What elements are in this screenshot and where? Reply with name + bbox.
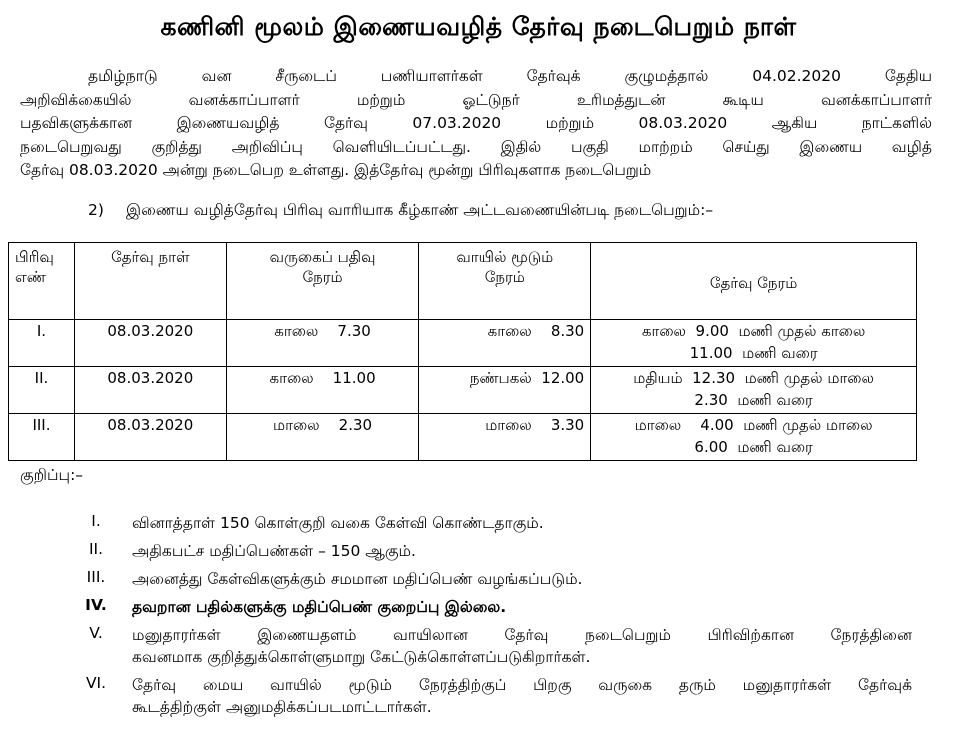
header-section-line2: எண் xyxy=(15,268,46,286)
cell-exam-time xyxy=(591,320,917,367)
item-2-text: இணைய வழித்தேர்வு பிரிவு வாரியாக கீழ்காண் அட்டவணையின்படி நடைபெறும்:– xyxy=(126,201,714,219)
cell-gate-close: நண்பகல் 12.00 xyxy=(419,367,591,414)
header-section xyxy=(9,243,75,320)
cell-arrival: மாலை 2.30 xyxy=(226,414,419,461)
cell-section: II. xyxy=(9,367,75,414)
header-gate-line1: வாயில் மூடும் xyxy=(456,248,554,266)
table-header-row xyxy=(9,243,917,320)
exam-time-line1: மாலை 4.00 மணி முதல் மாலை xyxy=(634,416,873,434)
cell-exam-time xyxy=(591,367,917,414)
cell-gate-close: காலை 8.30 xyxy=(419,320,591,367)
cell-date: 08.03.2020 xyxy=(74,414,226,461)
cell-arrival: காலை 7.30 xyxy=(226,320,419,367)
header-date xyxy=(74,243,226,320)
header-date-text: தேர்வு நாள் xyxy=(111,248,190,266)
header-gate-line2: நேரம் xyxy=(484,268,525,286)
list-item xyxy=(60,674,912,718)
note-number: VI. xyxy=(85,674,107,692)
cell-arrival: காலை 11.00 xyxy=(226,367,419,414)
note-number: V. xyxy=(89,624,103,642)
cell-date: 08.03.2020 xyxy=(74,320,226,367)
note-number: II. xyxy=(88,540,104,558)
header-exam-time xyxy=(591,243,917,320)
note-text: தேர்வு மைய வாயில் மூடும் நேரத்திற்குப் பிறகு வருகை தரும் மனுதாரர்கள் தேர்வுக் xyxy=(132,676,912,694)
list-item xyxy=(60,624,912,668)
note-number: III. xyxy=(86,568,106,586)
header-gate-close xyxy=(419,243,591,320)
notes-heading: குறிப்பு:– xyxy=(20,466,84,484)
intro-line: நடைபெறுவது குறித்து அறிவிப்பு வெளியிடப்பட்டது. இதில் பகுதி மாற்றம் செய்து இணைய வழித் xyxy=(20,137,932,156)
note-number: IV. xyxy=(85,596,107,614)
document-title: கணினி மூலம் இணையவழித் தேர்வு நடைபெறும் நாள் xyxy=(160,12,797,41)
exam-time-line1: மதியம் 12.30 மணி முதல் மாலை xyxy=(633,369,874,387)
cell-section: I. xyxy=(9,320,75,367)
table-row xyxy=(9,320,917,367)
note-text: தவறான பதில்களுக்கு மதிப்பெண் குறைப்பு இல்லை. xyxy=(132,598,507,616)
note-text: கூடத்திற்குள் அனுமதிக்கப்படமாட்டார்கள். xyxy=(132,698,432,716)
intro-line: பதவிகளுக்கான இணையவழித் தேர்வு 07.03.2020 மற்றும் 08.03.2020 ஆகிய நாட்களில் xyxy=(20,114,932,132)
intro-line: தேர்வு 08.03.2020 அன்று நடைபெற உள்ளது. இத்தேர்வு மூன்று பிரிவுகளாக நடைபெறும் xyxy=(20,161,652,179)
cell-date: 08.03.2020 xyxy=(74,367,226,414)
header-arrival-line1: வருகைப் பதிவு xyxy=(269,248,376,266)
item-2 xyxy=(88,201,713,221)
exam-time-line2: 2.30 மணி வரை xyxy=(694,391,813,409)
schedule-table xyxy=(8,242,917,461)
cell-section: III. xyxy=(9,414,75,461)
note-text: வினாத்தாள் 150 கொள்குறி வகை கேள்வி கொண்டதாகும். xyxy=(132,514,544,532)
note-text: அனைத்து கேள்விகளுக்கும் சமமான மதிப்பெண் வழங்கப்படும். xyxy=(132,570,583,588)
header-arrival-line2: நேரம் xyxy=(302,268,343,286)
table-row xyxy=(9,367,917,414)
notes-list xyxy=(60,512,912,724)
header-arrival xyxy=(226,243,419,320)
header-exam-text: தேர்வு நேரம் xyxy=(709,274,798,292)
list-item xyxy=(60,596,912,618)
list-item xyxy=(60,540,912,562)
exam-time-line2: 11.00 மணி வரை xyxy=(689,344,818,362)
intro-line: அறிவிக்கையில் வனக்காப்பாளர் மற்றும் ஓட்டுநர் உரிமத்துடன் கூடிய வனக்காப்பாளர் xyxy=(20,90,932,109)
list-item xyxy=(60,512,912,534)
note-number: I. xyxy=(91,512,101,530)
exam-time-line2: 6.00 மணி வரை xyxy=(694,438,813,456)
note-text: அதிகபட்ச மதிப்பெண்கள் – 150 ஆகும். xyxy=(132,542,416,560)
table-row xyxy=(9,414,917,461)
intro-paragraph xyxy=(20,65,932,183)
exam-time-line1: காலை 9.00 மணி முதல் காலை xyxy=(641,322,866,340)
header-section-line1: பிரிவு xyxy=(15,248,54,266)
intro-line: தமிழ்நாடு வன சீருடைப் பணியாளர்கள் தேர்வுக் குழுமத்தால் 04.02.2020 தேதிய xyxy=(88,67,932,85)
note-text: மனுதாரர்கள் இணையதளம் வாயிலான தேர்வு நடைபெறும் பிரிவிற்கான நேரத்தினை xyxy=(132,626,912,644)
item-2-number: 2) xyxy=(88,201,104,219)
note-text: கவனமாக குறித்துக்கொள்ளுமாறு கேட்டுக்கொள்ளப்படுகிறார்கள். xyxy=(132,648,591,666)
list-item xyxy=(60,568,912,590)
cell-exam-time xyxy=(591,414,917,461)
cell-gate-close: மாலை 3.30 xyxy=(419,414,591,461)
